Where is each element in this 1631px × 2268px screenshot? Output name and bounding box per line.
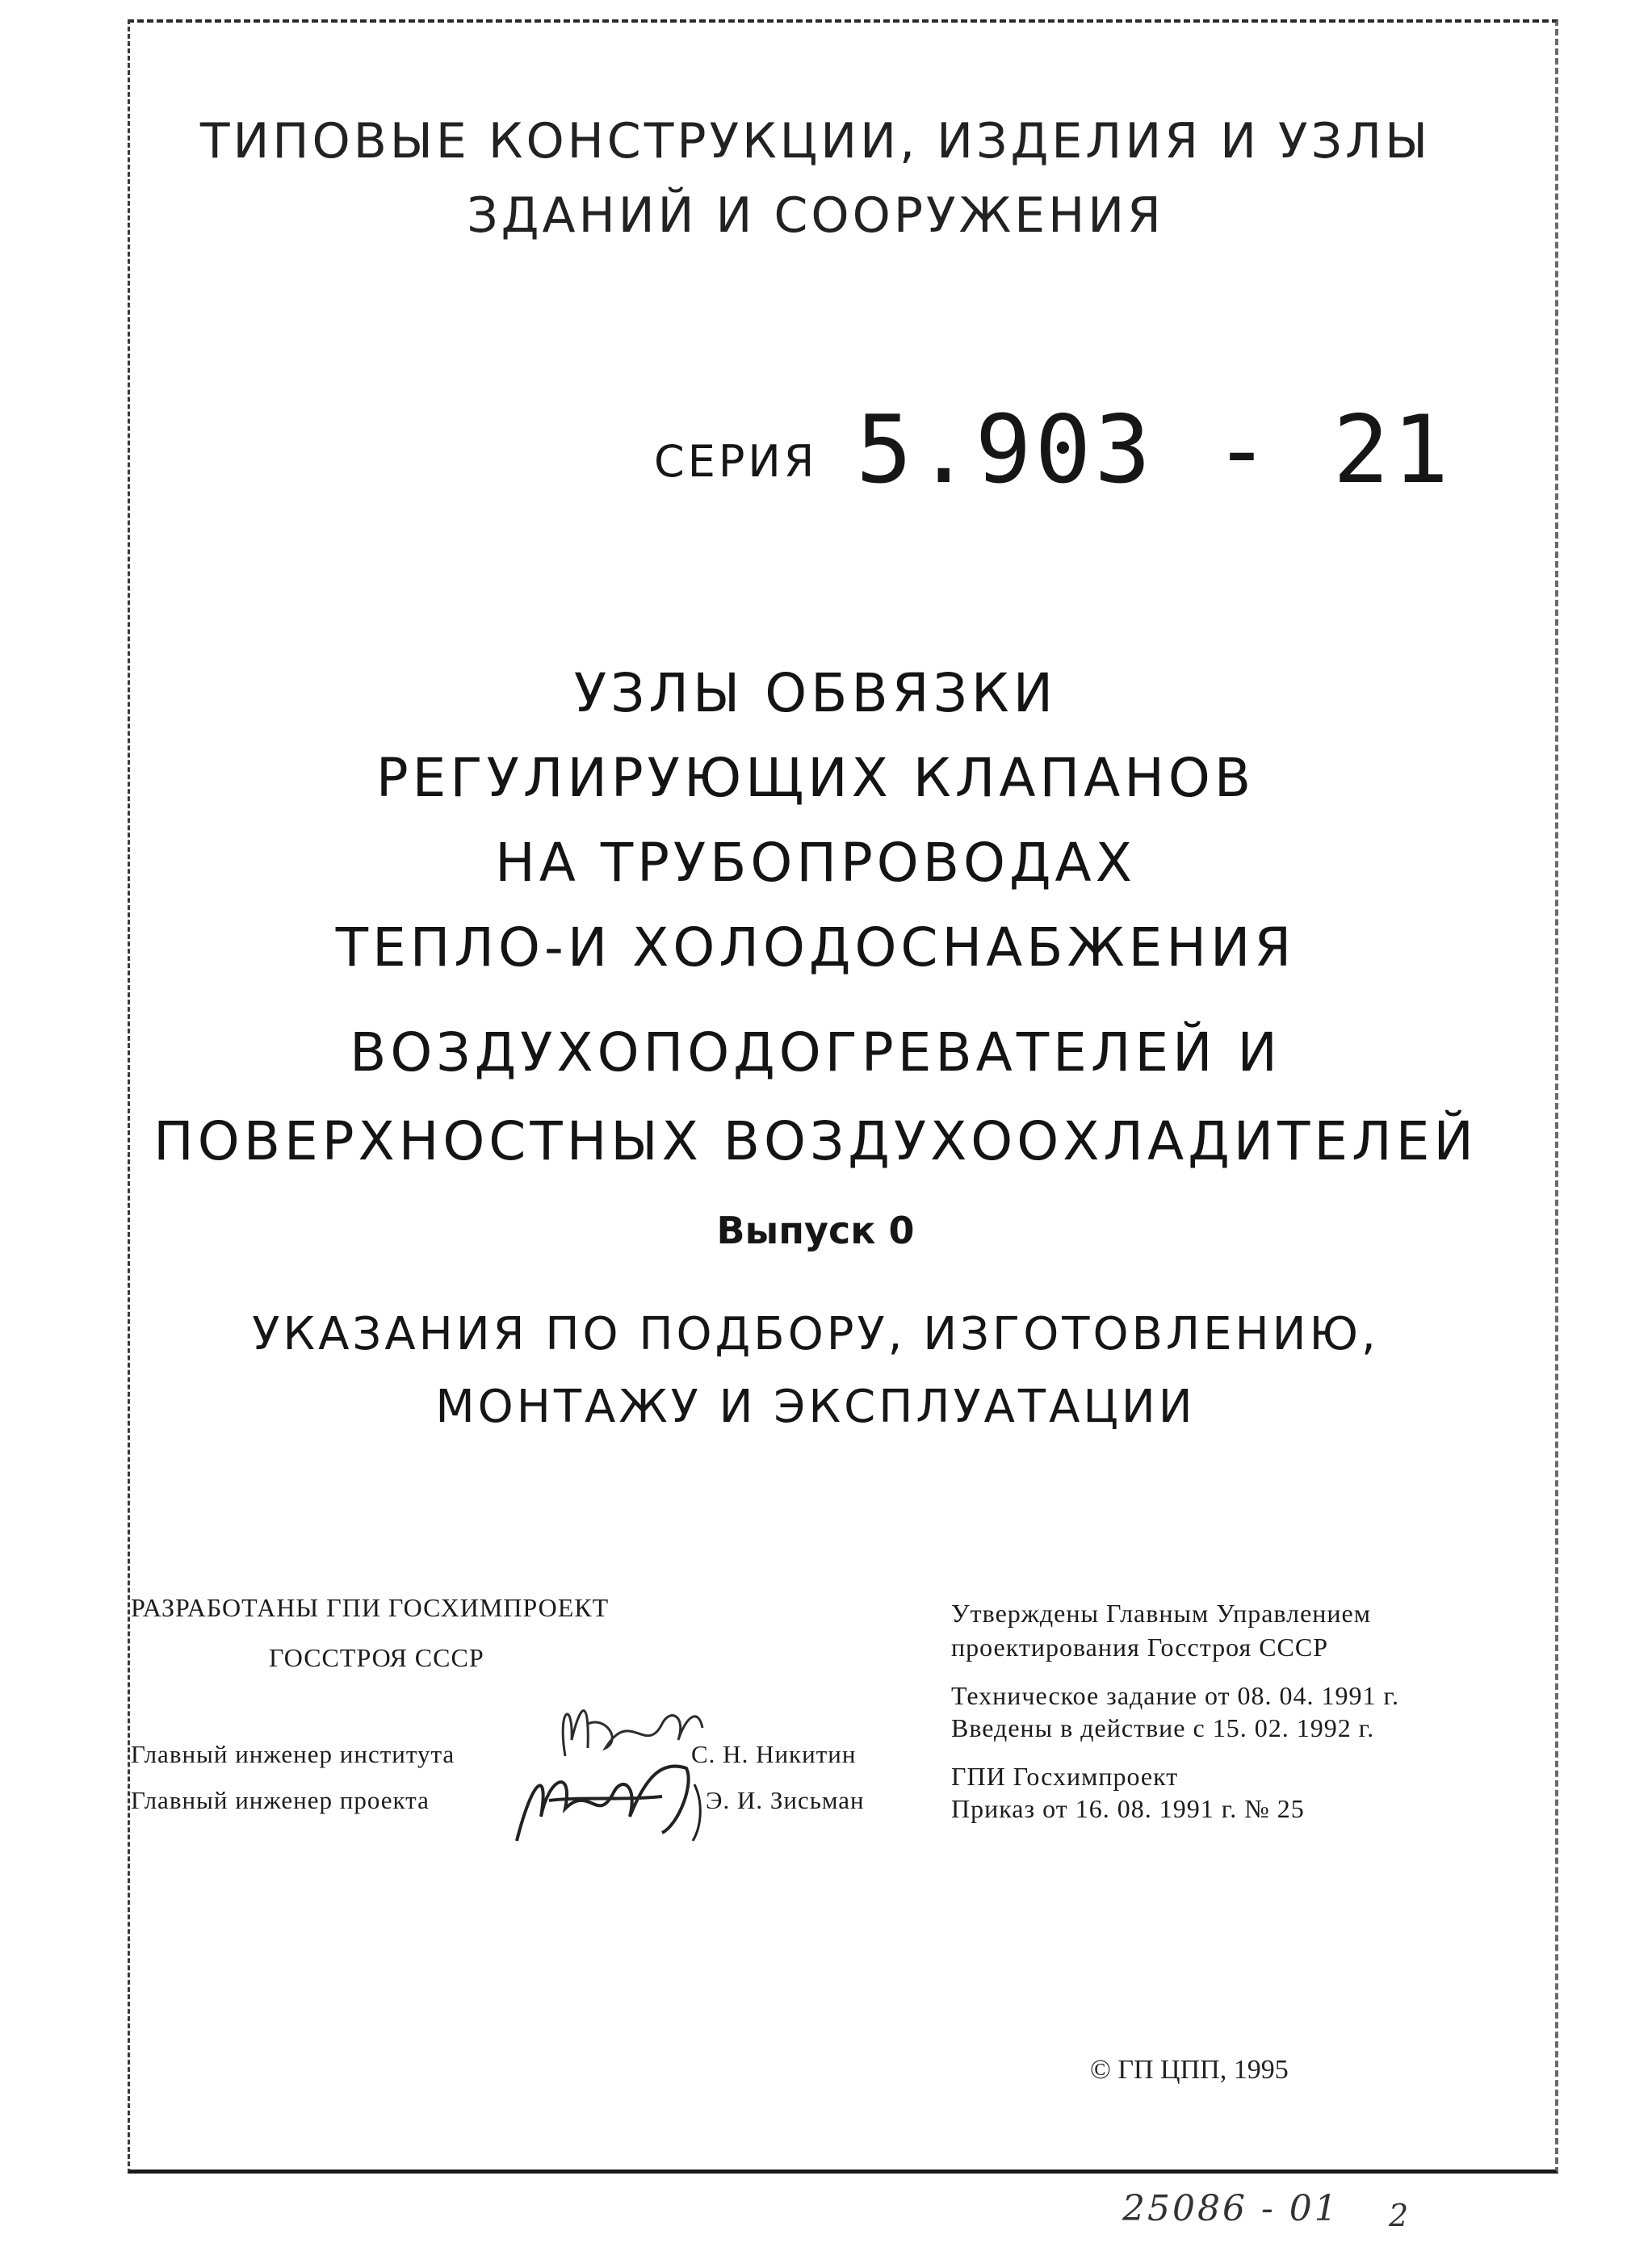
handwritten-document-code: 25086 - 01 bbox=[1122, 2188, 1340, 2229]
header-line-2: ЗДАНИЙ И СООРУЖЕНИЯ bbox=[467, 187, 1164, 244]
chief-engineer-institute-label: Главный инженер института bbox=[131, 1740, 455, 1768]
title-line-4: ТЕПЛО-И ХОЛОДОСНАБЖЕНИЯ bbox=[335, 916, 1296, 979]
developed-by-line-1: РАЗРАБОТАНЫ ГПИ ГОСХИМПРОЕКТ bbox=[131, 1593, 610, 1622]
series-label: СЕРИЯ bbox=[654, 436, 818, 487]
header-line-1: ТИПОВЫЕ КОНСТРУКЦИИ, ИЗДЕЛИЯ И УЗЛЫ bbox=[199, 113, 1432, 170]
title-line-3: НА ТРУБОПРОВОДАХ bbox=[495, 832, 1136, 894]
handwritten-page-number: 2 bbox=[1389, 2198, 1411, 2233]
technical-task-date: Техническое задание от 08. 04. 1991 г. bbox=[951, 1681, 1400, 1710]
title-line-6: ПОВЕРХНОСТНЫХ ВОЗДУХООХЛАДИТЕЛЕЙ bbox=[153, 1110, 1478, 1172]
chief-engineer-project-label: Главный инженер проекта bbox=[131, 1786, 430, 1814]
subtitle-line-2: МОНТАЖУ И ЭКСПЛУАТАЦИИ bbox=[435, 1381, 1196, 1433]
chief-engineer-institute-name: С. Н. Никитин bbox=[691, 1740, 857, 1768]
issue-number: Выпуск 0 bbox=[716, 1209, 915, 1252]
approved-line-1: Утверждены Главным Управлением bbox=[951, 1599, 1371, 1628]
approving-organization: ГПИ Госхимпроект bbox=[951, 1762, 1179, 1791]
developed-by-line-2: ГОССТРОЯ СССР bbox=[269, 1643, 484, 1672]
approved-line-2: проектирования Госстроя СССР bbox=[951, 1633, 1329, 1662]
title-line-5: ВОЗДУХОПОДОГРЕВАТЕЛЕЙ И bbox=[350, 1021, 1281, 1084]
approval-order: Приказ от 16. 08. 1991 г. № 25 bbox=[951, 1794, 1305, 1823]
copyright-notice: © ГП ЦПП, 1995 bbox=[1090, 2055, 1289, 2085]
series-number: 5.903 - 21 bbox=[856, 396, 1453, 505]
chief-engineer-project-name: Э. И. Зисьман bbox=[706, 1786, 865, 1814]
page-border bbox=[128, 19, 1558, 2174]
signature-project-image bbox=[501, 1752, 711, 1857]
effective-date: Введены в действие с 15. 02. 1992 г. bbox=[951, 1713, 1375, 1742]
title-line-2: РЕГУЛИРУЮЩИХ КЛАПАНОВ bbox=[375, 747, 1256, 809]
title-line-1: УЗЛЫ ОБВЯЗКИ bbox=[573, 662, 1058, 724]
subtitle-line-1: УКАЗАНИЯ ПО ПОДБОРУ, ИЗГОТОВЛЕНИЮ, bbox=[252, 1308, 1379, 1360]
